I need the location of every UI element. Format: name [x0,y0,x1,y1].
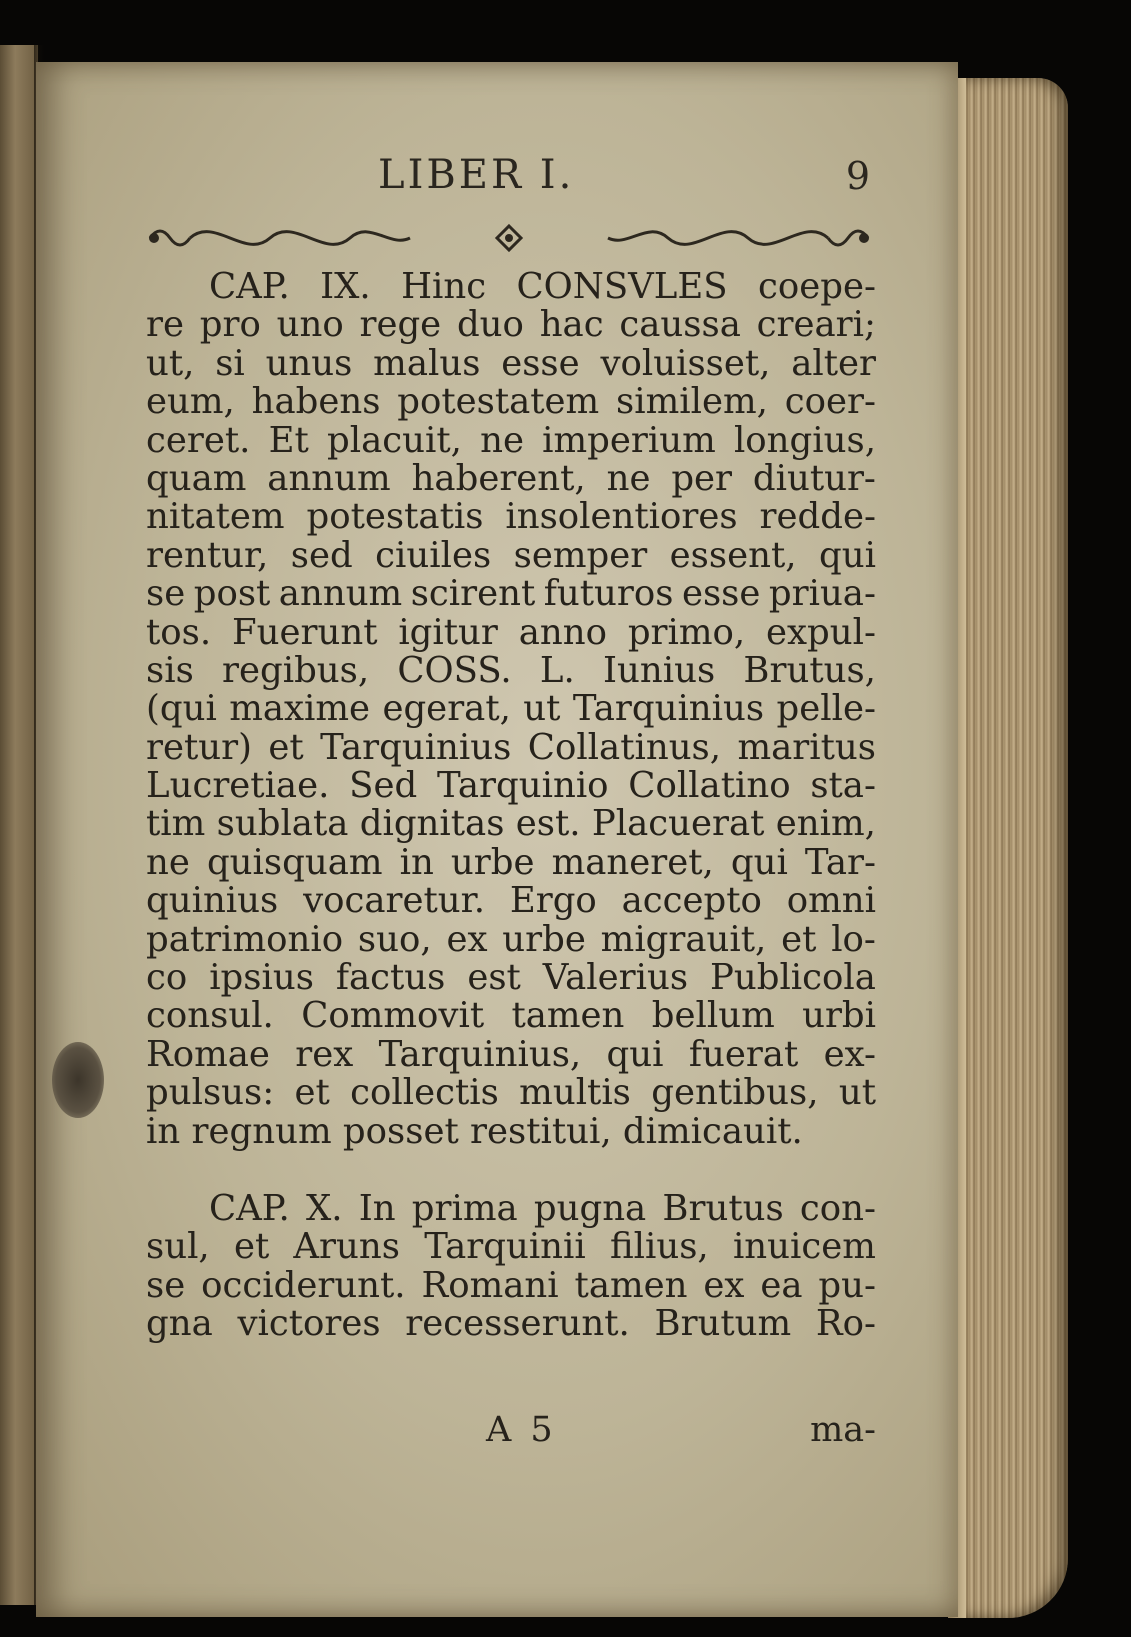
word: restitui, [470,1110,612,1152]
text-line [146,767,876,805]
word: gentibus, [651,1072,819,1114]
word: longius, [733,419,876,461]
text-line [146,1264,876,1306]
word: ex [446,918,488,960]
word: pugna [533,1187,647,1229]
left-page-edge [0,45,38,1605]
word: collectis [350,1072,499,1114]
text-line [146,1187,876,1229]
word: primo, [627,611,746,653]
word: se [146,573,186,615]
word: rex [295,1033,354,1075]
word: Hinc [401,266,487,307]
word: quam [146,457,247,499]
word: hac [539,304,604,346]
text-line [146,575,876,613]
word: Romae [146,1033,270,1075]
word: gna [146,1303,213,1345]
text-line [146,918,876,960]
word: se [146,1264,186,1306]
running-head: LIBER I. [378,152,575,198]
word: similem, [616,381,768,423]
word: potestatem [397,381,600,423]
word: suo, [357,918,432,960]
word: Brutus, [743,649,876,691]
word: anno [518,611,607,653]
word: esse [681,573,761,615]
word: victores [237,1303,381,1345]
word: Brutus [662,1187,784,1229]
word: est [467,957,521,999]
word: essent, [669,534,797,576]
word: tamen [511,995,625,1037]
word: urbe [450,841,535,883]
text-line [146,419,876,461]
word: Brutum [654,1303,792,1345]
word: recesserunt. [405,1303,630,1345]
word: quinius [146,880,279,922]
word: Valerius [542,957,689,999]
word: vocaretur. [303,880,485,922]
word: sed [290,534,353,576]
text-line [146,1110,876,1152]
text-line [146,1033,876,1075]
text-line [146,534,876,576]
word: CONSVLES [516,266,728,307]
word: ne [146,841,190,883]
text-line [146,805,876,843]
text-line [146,268,876,306]
text-line [146,1228,876,1266]
text-line [146,457,876,499]
word: ut [838,1072,876,1114]
word: consul. [146,995,274,1037]
text-line [146,611,876,653]
word: pro [199,304,261,346]
word: pu- [818,1264,876,1306]
word: Tarquinius [320,726,512,768]
word: omni [786,880,876,922]
word: CAP. [209,1187,290,1229]
word: Et [268,419,309,461]
word: et [294,1072,330,1114]
word: occiderunt. [201,1264,406,1306]
word: qui [818,534,876,576]
word: coepe- [757,266,876,307]
word: tos. [146,611,212,653]
word: retur) [146,726,252,768]
word: rentur, [146,534,269,576]
word: placuit, [326,419,462,461]
word: dignitas [359,803,505,845]
word: alter [791,342,876,384]
word: futuros [543,573,674,615]
word: sis [146,649,194,691]
text-line [146,1074,876,1112]
word: factus [335,957,446,999]
text-line [146,882,876,920]
word: et [268,726,304,768]
word: X. [305,1187,343,1229]
word: qui [730,841,788,883]
word: (qui [146,688,217,730]
word: habens [251,381,381,423]
word: priua- [768,573,876,615]
word: COSS. [397,649,512,691]
printers-ornament [140,220,878,256]
text-line [146,726,876,768]
word: scirent [410,573,536,615]
word: re [146,304,184,346]
word: pelle- [776,688,876,730]
word: co [146,957,188,999]
text-line [146,306,876,344]
word: Tar- [804,841,876,883]
word: sublata [216,803,349,845]
text-line [146,383,876,421]
word: Collatino [628,765,791,807]
word: voluisset, [600,342,771,384]
word: L. [539,649,575,691]
word: ne [480,419,524,461]
word: creari; [756,304,876,346]
word: patrimonio [146,918,344,960]
word: per [671,457,733,499]
word: posset [342,1110,459,1152]
book-fore-edge [948,78,1068,1618]
word: prima [411,1187,518,1229]
text-line [146,498,876,536]
word: post [193,573,271,615]
word: Tarquinius [572,688,765,730]
latin-text [146,268,876,1344]
word: dimicauit. [622,1110,803,1152]
signature-mark: A 5 [486,1410,557,1450]
word: caussa [619,304,741,346]
word: accepto [621,880,762,922]
word: maritus [737,726,876,768]
word: est. [515,803,581,845]
text-line [146,1305,876,1343]
word: ciuiles [375,534,492,576]
word: Iunius [603,649,716,691]
word: urbe [502,918,586,960]
word: Fuerunt [232,611,378,653]
word: ipsius [209,957,314,999]
page-number: 9 [845,154,870,198]
word: expul- [766,611,876,653]
word: ut [523,688,561,730]
word: rege [359,304,442,346]
word: insolentiores [505,496,738,538]
word: nitatem [146,496,285,538]
word: in [399,841,434,883]
paragraph-gap [146,1151,876,1190]
word: con- [799,1187,876,1229]
word: fuerat [688,1033,799,1075]
word: egerat, [382,688,511,730]
word: eum, [146,381,235,423]
word: in [146,1110,181,1152]
word: maneret, [551,841,714,883]
word: Aruns [293,1226,400,1268]
word: imperium [542,419,716,461]
word: semper [513,534,648,576]
word: annum [267,457,391,499]
word: qui [606,1033,664,1075]
word: enim, [775,803,876,845]
word: ea [760,1264,803,1306]
ink-stain [52,1042,104,1118]
word: maxime [229,688,371,730]
text-line [146,649,876,691]
word: diutur- [752,457,876,499]
word: esse [501,342,580,384]
word: ex- [823,1033,876,1075]
word: lo- [831,918,876,960]
word: Romani [421,1264,559,1306]
word: filius, [609,1226,709,1268]
word: pulsus: [146,1072,275,1114]
word: IX. [320,266,371,307]
page-header [140,152,880,212]
word: tim [146,803,206,845]
word: ut, [146,342,195,384]
word: tamen [574,1264,688,1306]
word: unus [265,342,353,384]
word: quisquam [206,841,383,883]
word: annum [278,573,403,615]
word: et [233,1226,270,1268]
word: haberent, [411,457,586,499]
word: Sed [349,765,418,807]
word: ex [703,1264,745,1306]
word: et [781,918,817,960]
text-line [146,841,876,883]
word: malus [373,342,481,384]
word: migrauit, [600,918,767,960]
word: Ro- [815,1303,876,1345]
word: Tarquinius, [378,1033,582,1075]
word: Placuerat [591,803,765,845]
word: Lucretiae. [146,765,330,807]
word: regibus, [222,649,370,691]
word: uno [276,304,344,346]
word: si [215,342,245,384]
word: In [358,1187,396,1229]
word: Publicola [709,957,876,999]
text-line [146,997,876,1035]
word: multis [519,1072,631,1114]
text-line [146,690,876,728]
word: inuicem [732,1226,876,1268]
word: redde- [759,496,876,538]
word: regnum [191,1110,332,1152]
catchword: ma- [810,1410,876,1450]
page-footer [146,1410,876,1452]
word: Tarquinio [436,765,609,807]
word: Tarquinii [424,1226,586,1268]
word: Ergo [509,880,597,922]
word: ne [606,457,651,499]
word: urbi [802,995,876,1037]
word: Collatinus, [527,726,722,768]
word: Commovit [301,995,485,1037]
text-line [146,342,876,384]
word: bellum [651,995,775,1037]
word: coer- [784,381,876,423]
text-line [146,959,876,997]
word: CAP. [209,266,290,307]
word: potestatis [306,496,484,538]
word: igitur [398,611,498,653]
word: ceret. [146,419,251,461]
word: sta- [810,765,876,807]
word: duo [456,304,524,346]
word: sul, [146,1226,210,1268]
